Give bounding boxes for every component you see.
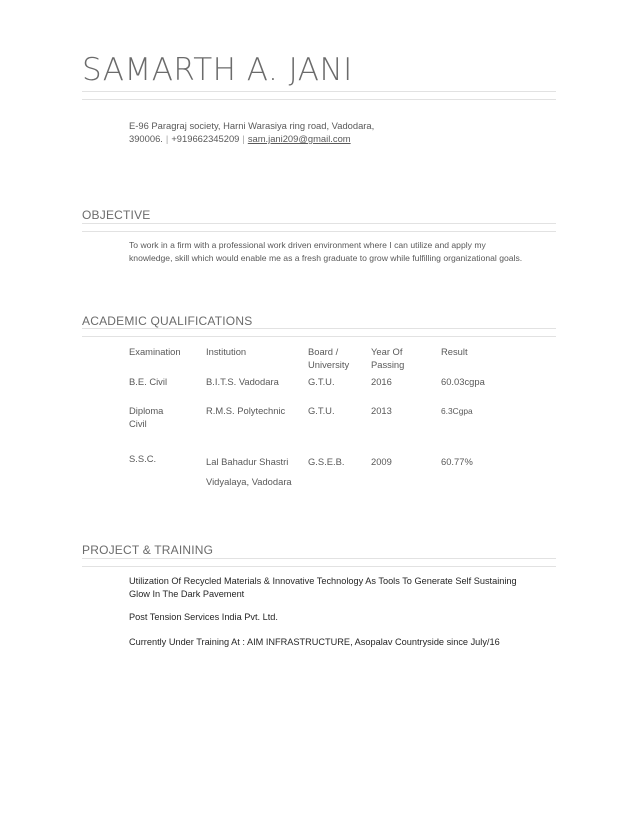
column-header-board: Board / University (308, 346, 350, 370)
row-1-year: 2016 (371, 376, 392, 387)
contact-separator: | (165, 133, 169, 144)
phone-number: +919662345209 (171, 133, 240, 144)
objective-heading: OBJECTIVE (82, 208, 151, 222)
address-line-2: 390006. (129, 133, 163, 144)
row-1-examination: B.E. Civil (129, 376, 168, 387)
column-header-result: Result (441, 346, 468, 357)
academic-divider-top (82, 328, 556, 329)
row-1-board: G.T.U. (308, 376, 335, 387)
row-3-examination: S.S.C. (129, 453, 157, 464)
project-item: Utilization Of Recycled Materials & Innovative Technology As Tools To Generate Self Sustaining Glow In The Dark Pavement (129, 576, 517, 599)
objective-text: To work in a firm with a professional work driven environment where I can utilize and apply my knowledge, skill which would enable me as a fresh graduate to grow while fulfilling organizational goals. (129, 240, 523, 263)
contact-separator: | (242, 133, 245, 144)
row-3-institution: Lal Bahadur Shastri Vidyalaya, Vadodara (206, 456, 292, 487)
row-2-institution: R.M.S. Polytechnic (206, 405, 286, 416)
objective-divider-bottom (82, 231, 556, 232)
project-item: Post Tension Services India Pvt. Ltd. (129, 612, 278, 622)
candidate-name: SAMARTH A. JANI (82, 52, 353, 88)
row-1-institution: B.I.T.S. Vadodara (206, 376, 279, 387)
objective-divider-top (82, 223, 556, 224)
projects-divider-top (82, 558, 556, 559)
projects-divider-bottom (82, 566, 556, 567)
row-2-board: G.T.U. (308, 405, 335, 416)
row-2-examination: Diploma Civil (129, 405, 164, 429)
header-divider-bottom (82, 99, 556, 100)
row-3-result: 60.77% (441, 456, 473, 467)
header-divider-top (82, 91, 556, 92)
project-item: Currently Under Training At : AIM INFRASTRUCTURE, Asopalav Countryside since July/16 (129, 637, 500, 647)
column-header-institution: Institution (206, 346, 247, 357)
row-3-board: G.S.E.B. (308, 456, 345, 467)
row-3-year: 2009 (371, 456, 392, 467)
column-header-examination: Examination (129, 346, 181, 357)
row-2-result: 6.3Cgpa (441, 406, 473, 416)
contact-block (129, 119, 429, 145)
row-1-result: 60.03cgpa (441, 376, 485, 387)
academic-heading: ACADEMIC QUALIFICATIONS (82, 314, 253, 328)
column-header-year: Year Of Passing (371, 346, 405, 370)
academic-divider-bottom (82, 336, 556, 337)
address-line-1: E-96 Paragraj society, Harni Warasiya ring road, Vadodara, (129, 120, 375, 131)
email-link[interactable]: sam.jani209@gmail.com (247, 133, 351, 144)
row-2-year: 2013 (371, 405, 392, 416)
projects-heading: PROJECT & TRAINING (82, 543, 214, 557)
contact-line-2 (129, 132, 429, 145)
